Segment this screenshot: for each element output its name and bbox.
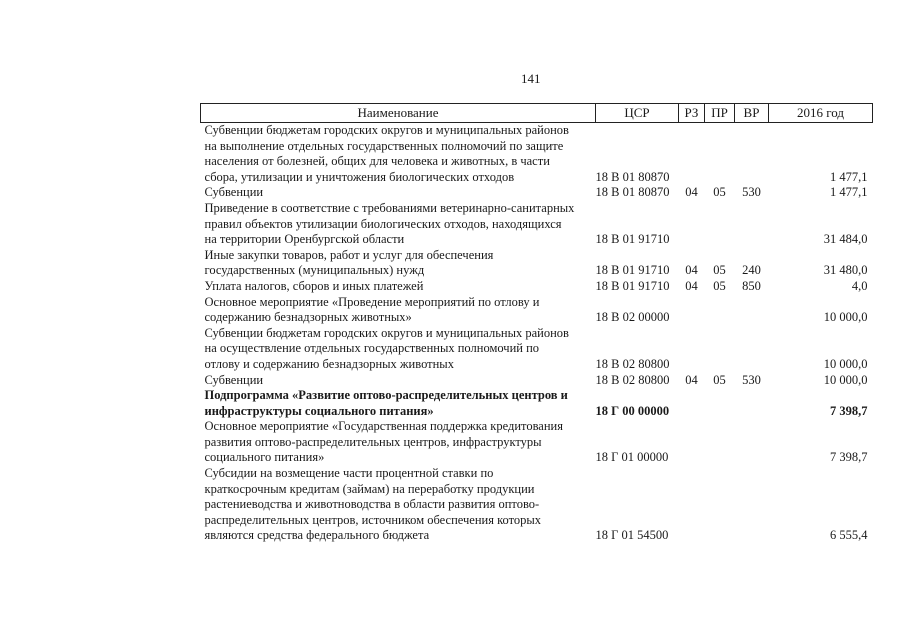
- row-name: Основное мероприятие «Проведение мероприятий по отлову и содержанию безнадзорных животных»: [204, 294, 540, 325]
- row-csr: 18 Г 01 00000: [595, 450, 669, 465]
- row-name: Субвенции: [204, 372, 264, 387]
- row-csr: 18 В 02 80800: [595, 356, 670, 371]
- row-name: Субвенции бюджетам городских округов и муниципальных районов на выполнение отдельных государственных полномочий по защите населения от болезней, общих для человека и животных, в части сбора, утилизации и уничтожения биологических отходов: [204, 123, 569, 184]
- row-name: Иные закупки товаров, работ и услуг для обеспечения государственных (муниципальных) нужд: [204, 247, 494, 278]
- row-pr: [705, 326, 735, 373]
- row-pr: [705, 466, 735, 544]
- row-pr: 05: [713, 185, 726, 200]
- row-rz: 04: [685, 263, 698, 278]
- row-vr: 240: [742, 263, 761, 278]
- row-amount: 31 484,0: [823, 232, 868, 247]
- row-csr: 18 В 02 80800: [595, 372, 670, 387]
- row-rz: 04: [685, 278, 698, 293]
- row-vr: [735, 326, 769, 373]
- row-amount: 1 477,1: [830, 185, 868, 200]
- row-csr: 18 В 01 91710: [595, 232, 670, 247]
- row-amount: 10 000,0: [823, 372, 868, 387]
- table-row: [201, 185, 873, 201]
- header-rz: РЗ: [679, 104, 705, 123]
- row-pr: [705, 388, 735, 419]
- row-amount: 31 480,0: [823, 263, 868, 278]
- row-csr: 18 В 01 80870: [595, 185, 670, 200]
- row-amount: 10 000,0: [823, 310, 868, 325]
- row-csr: 18 Г 01 54500: [595, 528, 669, 543]
- row-amount: 4,0: [851, 278, 868, 293]
- header-name: Наименование: [201, 104, 596, 123]
- row-vr: 530: [742, 185, 761, 200]
- row-pr: 05: [713, 372, 726, 387]
- row-rz: [679, 388, 705, 419]
- row-vr: [735, 123, 769, 186]
- header-pr: ПР: [705, 104, 735, 123]
- row-pr: [705, 295, 735, 326]
- header-row: [201, 104, 873, 123]
- row-vr: [735, 388, 769, 419]
- row-amount: 7 398,7: [830, 403, 868, 418]
- row-vr: [735, 295, 769, 326]
- row-pr: [705, 419, 735, 466]
- row-pr: [705, 201, 735, 248]
- row-amount: 7 398,7: [830, 450, 868, 465]
- table-row: [201, 466, 873, 544]
- row-name: Субвенции: [204, 185, 264, 200]
- row-rz: [679, 326, 705, 373]
- row-name: Основное мероприятие «Государственная поддержка кредитования развития оптово-распределительных центров, инфраструктуры социального питания»: [204, 419, 563, 465]
- page-number: 141: [521, 71, 541, 86]
- row-name: Уплата налогов, сборов и иных платежей: [204, 278, 424, 293]
- budget-table: [200, 103, 873, 544]
- table-body: [201, 123, 873, 545]
- table-row: [201, 279, 873, 295]
- table-row: [201, 419, 873, 466]
- header-year: 2016 год: [769, 104, 873, 123]
- row-rz: 04: [685, 185, 698, 200]
- row-pr: 05: [713, 263, 726, 278]
- row-pr: [705, 123, 735, 186]
- row-name: Приведение в соответствие с требованиями ветеринарно-санитарных правил объектов утилизации биологических отходов, находящихся на территории Оренбургской области: [204, 200, 575, 247]
- table-row: [201, 326, 873, 373]
- row-csr: 18 В 02 00000: [595, 310, 670, 325]
- row-amount: 1 477,1: [830, 169, 868, 184]
- header-vr: ВР: [735, 104, 769, 123]
- row-rz: [679, 201, 705, 248]
- row-amount: 6 555,4: [830, 528, 868, 543]
- row-rz: 04: [685, 372, 698, 387]
- row-csr: 18 В 01 91710: [595, 278, 670, 293]
- header-csr: ЦСР: [596, 104, 679, 123]
- table-row: [201, 201, 873, 248]
- table-header: [201, 104, 873, 123]
- table-row: [201, 295, 873, 326]
- row-vr: [735, 201, 769, 248]
- row-vr: 850: [742, 278, 761, 293]
- row-pr: 05: [713, 278, 726, 293]
- row-csr: 18 В 01 91710: [595, 263, 670, 278]
- row-csr: 18 Г 00 00000: [595, 403, 670, 418]
- table-row: [201, 123, 873, 186]
- row-vr: [735, 466, 769, 544]
- row-vr: 530: [742, 372, 761, 387]
- row-name: Субсидии на возмещение части процентной ставки по краткосрочным кредитам (займам) на переработку продукции растениеводства и животноводства в области развития оптово- распределительных центров, источником обеспечения которых являются средства федерального бюджета: [204, 466, 542, 543]
- row-amount: 10 000,0: [823, 356, 868, 371]
- table-row: [201, 248, 873, 279]
- row-name: Субвенции бюджетам городских округов и муниципальных районов на осуществление отдельных государственных полномочий по отлову и содержанию безнадзорных животных: [204, 325, 569, 371]
- row-rz: [679, 295, 705, 326]
- row-name: Подпрограмма «Развитие оптово-распределительных центров и инфраструктуры социального питания»: [204, 388, 568, 418]
- row-rz: [679, 419, 705, 466]
- row-vr: [735, 419, 769, 466]
- table-row: [201, 373, 873, 389]
- row-rz: [679, 123, 705, 186]
- row-rz: [679, 466, 705, 544]
- table-row: [201, 388, 873, 419]
- row-csr: 18 В 01 80870: [595, 169, 670, 184]
